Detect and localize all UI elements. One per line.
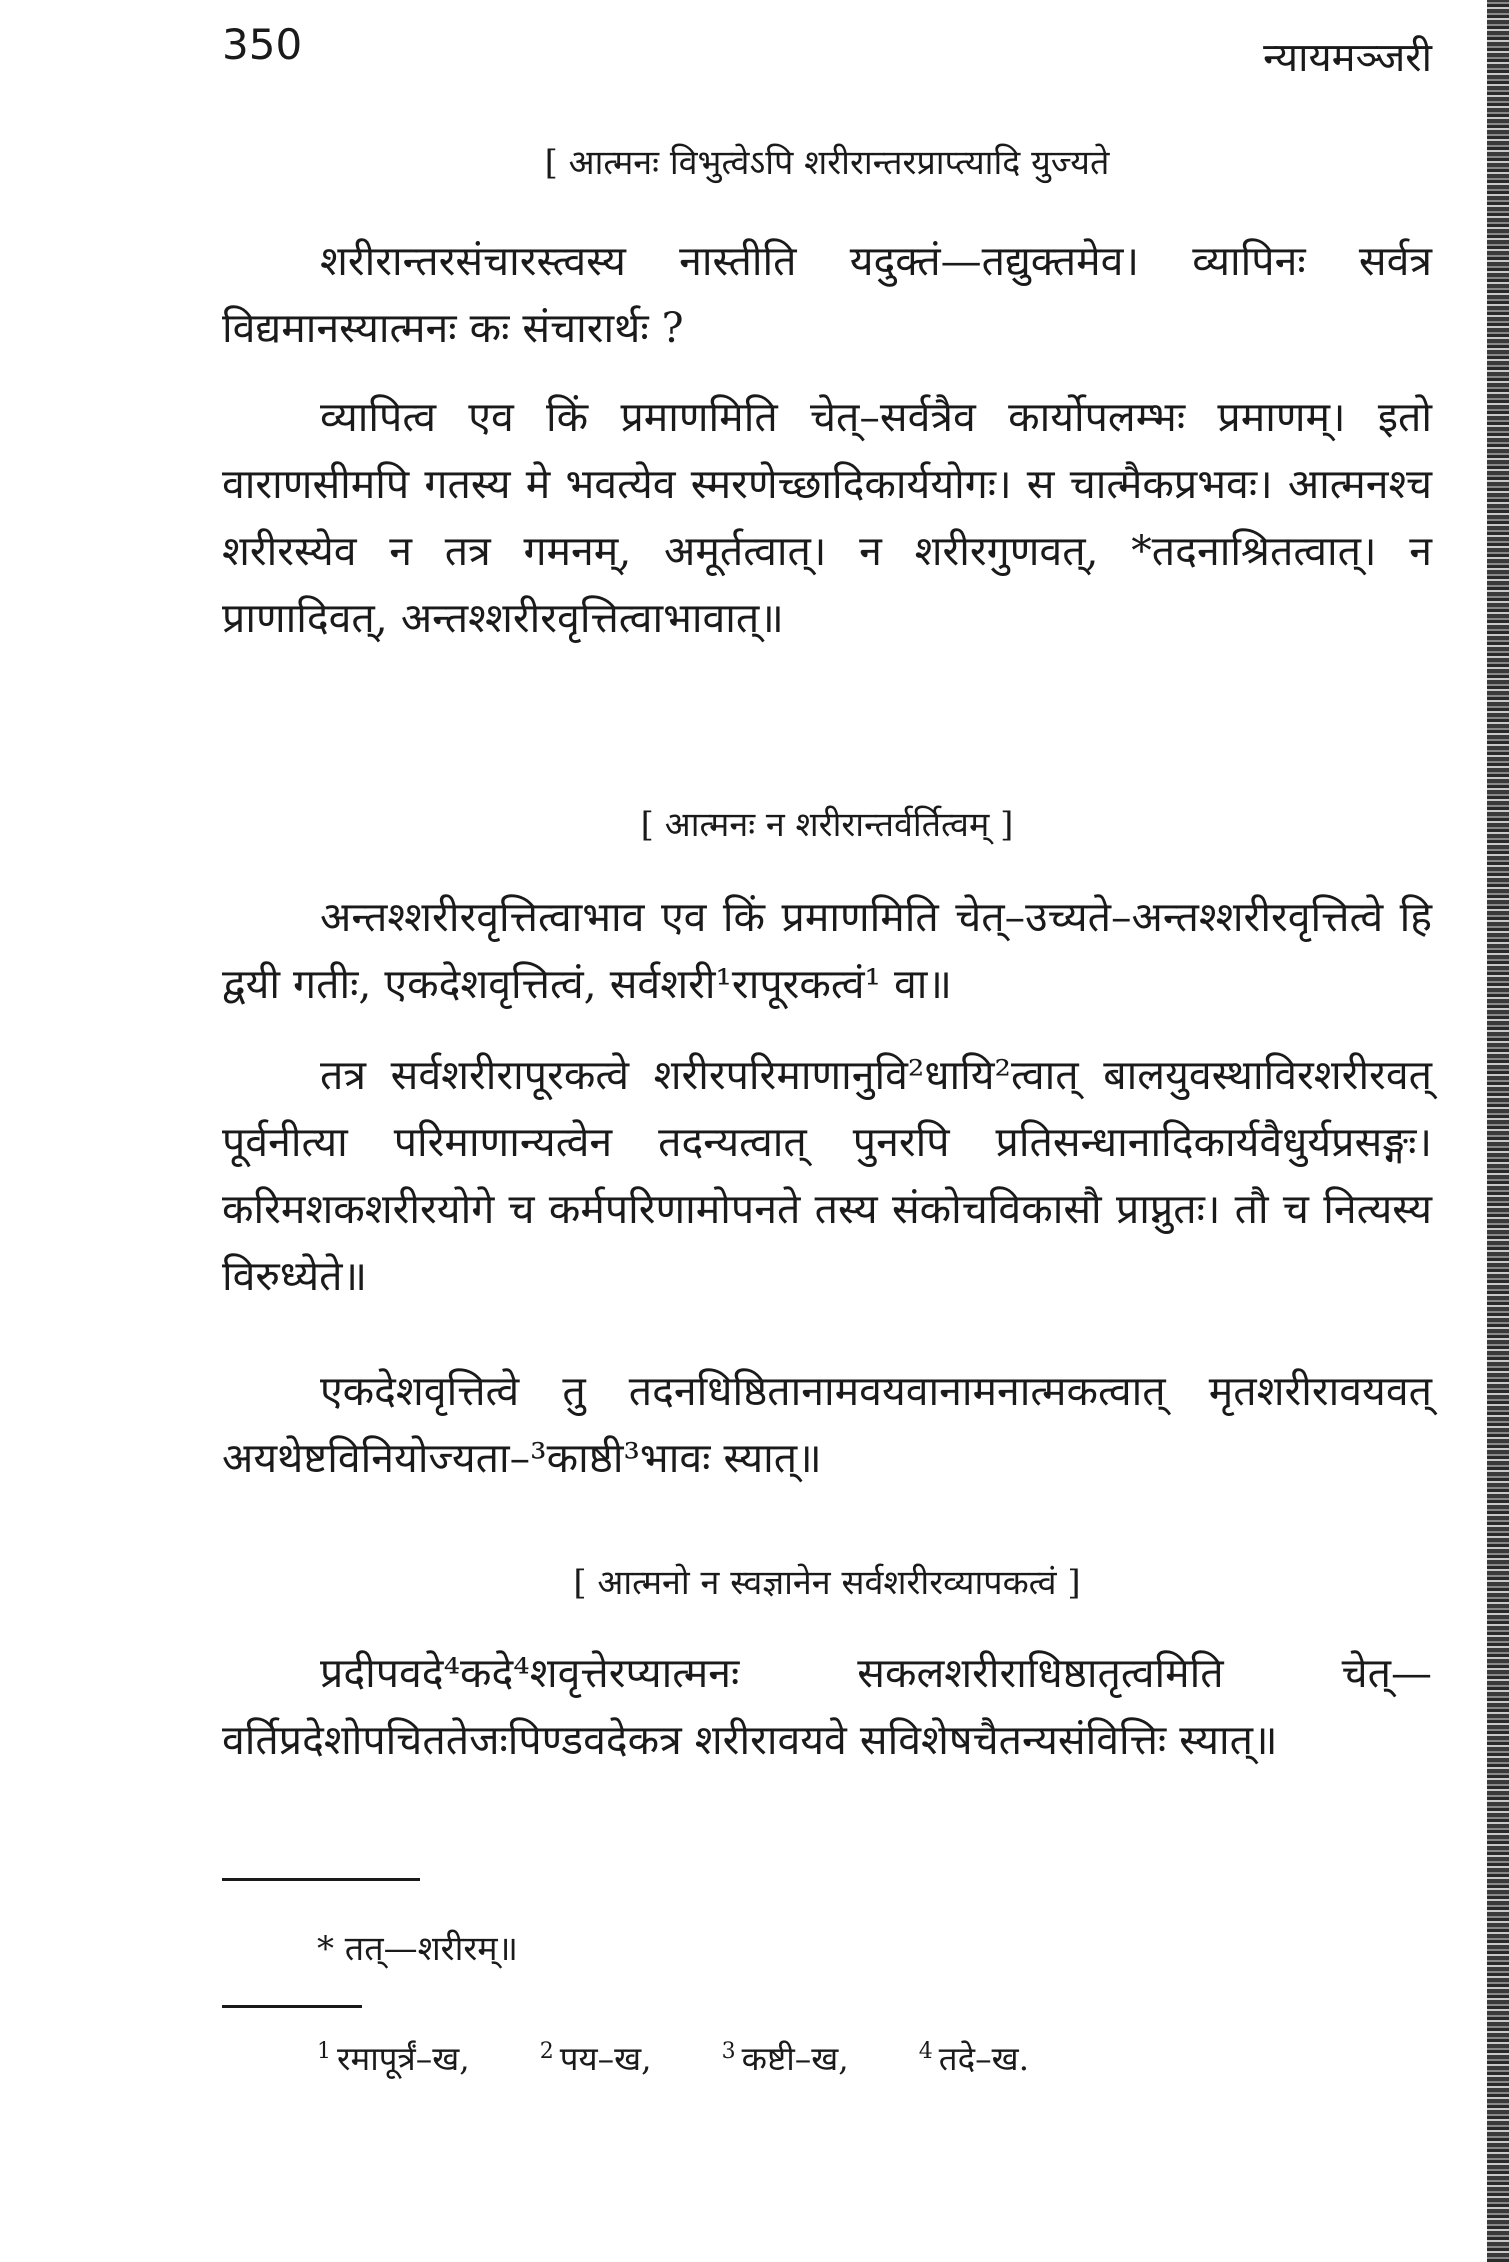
paragraph: प्रदीपवदे⁴कदे⁴शवृत्तेरप्यात्मनः सकलशरीराधिष्ठातृत्वमिति चेत्—वर्तिप्रदेशोपचिततेजःपिण्डवदेकत्र शरीरावयवे सविशेषचैतन्यसंवित्तिः स्यात्॥ xyxy=(222,1649,1432,1764)
running-head: न्यायमञ्जरी xyxy=(1263,35,1432,81)
variant-note: $^1$ रमापूर्त्रं–ख, xyxy=(317,2039,470,2078)
variants-rule xyxy=(222,2005,362,2008)
variant-note: $^4$ तदे–ख. xyxy=(918,2039,1030,2078)
footnote-rule xyxy=(222,1878,420,1881)
paragraph: व्यापित्व एव किं प्रमाणमिति चेत्–सर्वत्रैव कार्योपलम्भः प्रमाणम्। इतो वाराणसीमपि गतस्य मे भवत्येव स्मरणेच्छादिकार्ययोगः। स चात्मैकप्रभवः। आत्मनश्च शरीरस्येव न तत्र गमनम्, अमूर्तत्वात्। न शरीरगुणवत्, *तदनाश्रितत्वात्। न प्राणादिवत्, अन्तश्शरीरवृत्तित्वाभावात्॥ xyxy=(222,393,1432,642)
paragraph: एकदेशवृत्तित्वे तु तदनधिष्ठितानामवयवानामनात्मकत्वात् मृतशरीरावयवत् अयथेष्टविनियोज्यता–³काष्ठी³भावः स्यात्॥ xyxy=(222,1367,1432,1482)
variant-notes xyxy=(317,2035,1417,2080)
page-number: 350 xyxy=(222,20,303,69)
variant-note: $^2$ पय–ख, xyxy=(539,2039,652,2078)
section-heading-1: [ आत्मनः विभुत्वेऽपि शरीरान्तरप्राप्त्यादि युज्यते xyxy=(544,143,1110,183)
variant-note: $^3$ कष्टी–ख, xyxy=(721,2039,849,2078)
scanned-page-edge xyxy=(1487,0,1509,2262)
section-heading-2: [ आत्मनः न शरीरान्तर्वर्तित्वम् ] xyxy=(640,805,1014,845)
section-heading-3: [ आत्मनो न स्वज्ञानेन सर्वशरीरव्यापकत्वं ] xyxy=(573,1563,1081,1603)
paragraph: तत्र सर्वशरीरापूरकत्वे शरीरपरिमाणानुवि²धायि²त्वात् बालयुवस्थाविरशरीरवत् पूर्वनीत्या परिमाणान्यत्वेन तदन्यत्वात् पुनरपि प्रतिसन्धानादिकार्यवैधुर्यप्रसङ्गः। करिमशकशरीरयोगे च कर्मपरिणामोपनते तस्य संकोचविकासौ प्राप्नुतः। तौ च नित्यस्य विरुध्येते॥ xyxy=(222,1051,1432,1300)
paragraph: शरीरान्तरसंचारस्त्वस्य नास्तीति यदुक्तं—तद्युक्तमेव। व्यापिनः सर्वत्र विद्यमानस्यात्मनः कः संचारार्थः ? xyxy=(222,237,1432,352)
footnote-star: * तत्—शरीरम्॥ xyxy=(317,1929,519,1969)
paragraph: अन्तश्शरीरवृत्तित्वाभाव एव किं प्रमाणमिति चेत्–उच्यते–अन्तश्शरीरवृत्तित्वे हि द्वयी गतीः, एकदेशवृत्तित्वं, सर्वशरी¹रापूरकत्वं¹ वा॥ xyxy=(222,893,1432,1008)
